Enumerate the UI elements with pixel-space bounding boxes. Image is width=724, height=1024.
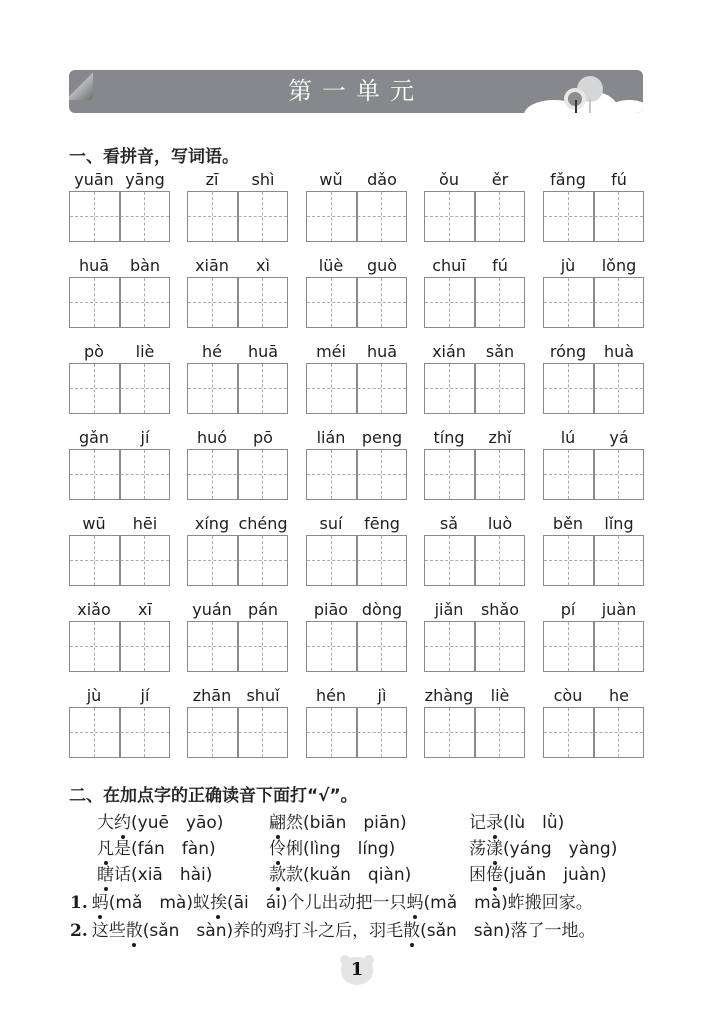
writing-box[interactable]: [187, 621, 288, 672]
character: 俐: [286, 839, 303, 859]
pinyin-syllable: zhān: [192, 686, 232, 705]
pinyin-syllable: jù: [560, 256, 576, 275]
guide-line: [568, 622, 569, 671]
writing-box[interactable]: [306, 277, 407, 328]
pinyin-syllable: pán: [247, 600, 279, 619]
page-number: 1: [350, 959, 364, 980]
guide-line: [70, 646, 169, 647]
writing-box[interactable]: [543, 535, 644, 586]
guide-line: [70, 560, 169, 561]
sentence-text[interactable]: (mǎ mà)蚁: [108, 893, 210, 913]
choice-item: [269, 834, 395, 859]
pinyin-syllable: sǎ: [439, 514, 459, 533]
guide-line: [70, 474, 169, 475]
guide-line: [449, 450, 450, 499]
pinyin-syllable: pí: [560, 600, 576, 619]
guide-line: [449, 364, 450, 413]
writing-box[interactable]: [424, 363, 525, 414]
guide-line: [144, 364, 145, 413]
guide-line: [307, 388, 406, 389]
guide-line: [618, 708, 619, 757]
guide-line: [381, 278, 382, 327]
guide-line: [307, 560, 406, 561]
guide-line: [449, 278, 450, 327]
pinyin-syllable: peng: [361, 428, 403, 447]
pinyin-options[interactable]: (lìng líng): [303, 839, 396, 859]
guide-line: [381, 192, 382, 241]
pinyin-syllable: tíng: [433, 428, 465, 447]
guide-line: [544, 302, 643, 303]
guide-line: [544, 474, 643, 475]
guide-line: [188, 302, 287, 303]
dotted-character: 款: [269, 860, 286, 885]
writing-box[interactable]: [424, 191, 525, 242]
guide-line: [544, 388, 643, 389]
pinyin-syllable: lǒng: [601, 256, 637, 275]
pinyin-syllable: róng: [549, 342, 587, 361]
guide-line: [212, 278, 213, 327]
writing-box[interactable]: [543, 707, 644, 758]
pinyin-options[interactable]: (lù lǜ): [503, 813, 565, 833]
guide-line: [544, 646, 643, 647]
sentence-question: [70, 888, 593, 913]
writing-box[interactable]: [69, 535, 170, 586]
pinyin-syllable: guò: [366, 256, 398, 275]
dotted-character: 伶: [269, 834, 286, 859]
pinyin-syllable: wǔ: [319, 170, 343, 189]
writing-box[interactable]: [187, 449, 288, 500]
guide-line: [188, 732, 287, 733]
guide-line: [449, 708, 450, 757]
guide-line: [94, 622, 95, 671]
guide-line: [331, 278, 332, 327]
page-number-badge: [339, 955, 375, 985]
pinyin-options[interactable]: (biān piān): [303, 813, 407, 833]
choice-item: [269, 860, 411, 885]
guide-line: [568, 364, 569, 413]
pinyin-syllable: zī: [205, 170, 219, 189]
pinyin-syllable: jí: [140, 428, 150, 447]
guide-line: [307, 732, 406, 733]
pinyin-syllable: jù: [86, 686, 102, 705]
guide-line: [381, 708, 382, 757]
guide-line: [449, 192, 450, 241]
pinyin-syllable: jì: [377, 686, 387, 705]
character: 荡: [469, 839, 486, 859]
guide-line: [262, 450, 263, 499]
character: 然: [286, 813, 303, 833]
pinyin-syllable: luò: [487, 514, 513, 533]
guide-line: [307, 646, 406, 647]
guide-line: [144, 278, 145, 327]
pinyin-syllable: shuǐ: [246, 686, 280, 705]
pinyin-syllable: he: [609, 686, 629, 705]
guide-line: [618, 536, 619, 585]
character: 款: [286, 865, 303, 885]
dotted-character: 漾: [486, 834, 503, 859]
pinyin-syllable: shì: [251, 170, 275, 189]
pinyin-syllable: pò: [84, 342, 104, 361]
guide-line: [212, 622, 213, 671]
pinyin-options[interactable]: (yuē yāo): [131, 813, 224, 833]
writing-box[interactable]: [543, 277, 644, 328]
guide-line: [212, 450, 213, 499]
pinyin-syllable: ěr: [491, 170, 509, 189]
writing-box[interactable]: [543, 363, 644, 414]
pinyin-syllable: yá: [609, 428, 629, 447]
pinyin-options[interactable]: (yáng yàng): [503, 839, 618, 859]
pinyin-syllable: sǎn: [485, 342, 515, 361]
pinyin-syllable: chuī: [432, 256, 466, 275]
guide-line: [381, 450, 382, 499]
guide-line: [144, 622, 145, 671]
pinyin-syllable: pō: [253, 428, 273, 447]
dotted-character: 蚂: [407, 888, 424, 913]
guide-line: [212, 192, 213, 241]
guide-line: [544, 732, 643, 733]
guide-line: [262, 622, 263, 671]
question-number: 1.: [70, 893, 88, 913]
guide-line: [144, 192, 145, 241]
pinyin-syllable: yuán: [192, 600, 232, 619]
pinyin-syllable: hén: [315, 686, 347, 705]
character: 是: [114, 839, 131, 859]
dotted-character: 翩: [269, 808, 286, 833]
pinyin-syllable: méi: [316, 342, 346, 361]
writing-box[interactable]: [306, 191, 407, 242]
guide-line: [499, 536, 500, 585]
guide-line: [262, 708, 263, 757]
pinyin-options[interactable]: (xiā hài): [131, 865, 213, 885]
guide-line: [94, 192, 95, 241]
writing-box[interactable]: [543, 621, 644, 672]
dotted-character: 凡: [97, 834, 114, 859]
guide-line: [144, 536, 145, 585]
guide-line: [618, 278, 619, 327]
dotted-character: 录: [486, 808, 503, 833]
dotted-character: 约: [114, 808, 131, 833]
tree-trunk: [575, 100, 577, 113]
guide-line: [94, 364, 95, 413]
guide-line: [94, 278, 95, 327]
section2-heading: 二、在加点字的正确读音下面打“√”。: [69, 786, 358, 806]
guide-line: [188, 646, 287, 647]
guide-line: [70, 388, 169, 389]
guide-line: [188, 388, 287, 389]
pinyin-syllable: shǎo: [480, 600, 520, 619]
guide-line: [188, 560, 287, 561]
pinyin-syllable: fǎng: [550, 170, 586, 189]
guide-line: [331, 192, 332, 241]
writing-box[interactable]: [187, 277, 288, 328]
guide-line: [331, 364, 332, 413]
guide-line: [568, 192, 569, 241]
tree-trunk: [589, 98, 591, 113]
guide-line: [425, 560, 524, 561]
guide-line: [425, 302, 524, 303]
choice-item: [97, 808, 223, 833]
dotted-character: 倦: [486, 860, 503, 885]
pinyin-syllable: yuān: [74, 170, 114, 189]
guide-line: [144, 708, 145, 757]
guide-line: [94, 536, 95, 585]
guide-line: [331, 536, 332, 585]
guide-line: [70, 732, 169, 733]
guide-line: [449, 622, 450, 671]
guide-line: [212, 364, 213, 413]
pinyin-syllable: xián: [432, 342, 466, 361]
writing-box[interactable]: [543, 191, 644, 242]
guide-line: [544, 216, 643, 217]
guide-line: [212, 536, 213, 585]
pinyin-syllable: yāng: [125, 170, 165, 189]
pinyin-syllable: huā: [78, 256, 110, 275]
unit-title: 第一单元: [288, 77, 424, 105]
guide-line: [331, 708, 332, 757]
pinyin-syllable: huó: [196, 428, 228, 447]
pinyin-syllable: jiǎn: [434, 600, 464, 619]
pinyin-syllable: huà: [603, 342, 635, 361]
pinyin-syllable: bàn: [129, 256, 161, 275]
guide-line: [70, 216, 169, 217]
guide-line: [307, 216, 406, 217]
guide-line: [70, 302, 169, 303]
dotted-character: 散: [126, 916, 143, 941]
guide-line: [262, 278, 263, 327]
guide-line: [425, 474, 524, 475]
sentence-text[interactable]: (sǎn sàn)落了一地。: [420, 921, 596, 941]
sentence-text: 这些: [91, 921, 126, 941]
guide-line: [618, 622, 619, 671]
character: 困: [469, 865, 486, 885]
guide-line: [94, 450, 95, 499]
guide-line: [499, 708, 500, 757]
pinyin-syllable: huā: [247, 342, 279, 361]
guide-line: [381, 536, 382, 585]
pinyin-syllable: běn: [552, 514, 584, 533]
guide-line: [262, 364, 263, 413]
guide-line: [188, 474, 287, 475]
dotted-character: 散: [403, 916, 420, 941]
writing-box[interactable]: [69, 363, 170, 414]
guide-line: [499, 192, 500, 241]
guide-line: [381, 364, 382, 413]
choice-item: [269, 808, 407, 833]
guide-line: [544, 560, 643, 561]
choice-item: [469, 834, 617, 859]
writing-box[interactable]: [187, 535, 288, 586]
pinyin-syllable: liè: [490, 686, 510, 705]
pinyin-syllable: còu: [553, 686, 583, 705]
sentence-text[interactable]: (āi ái)个儿出动把一只: [226, 893, 407, 913]
pinyin-options[interactable]: (fán fàn): [131, 839, 216, 859]
pinyin-syllable: fú: [492, 256, 508, 275]
pinyin-syllable: juàn: [601, 600, 637, 619]
pinyin-syllable: xiǎo: [77, 600, 111, 619]
writing-box[interactable]: [187, 191, 288, 242]
pinyin-syllable: huā: [366, 342, 398, 361]
pinyin-syllable: suí: [319, 514, 343, 533]
dotted-character: 挨: [210, 888, 227, 913]
writing-box[interactable]: [69, 191, 170, 242]
guide-line: [618, 364, 619, 413]
guide-line: [425, 646, 524, 647]
writing-box[interactable]: [69, 277, 170, 328]
dotted-character: 蚂: [92, 888, 109, 913]
character: 记: [469, 813, 486, 833]
pinyin-syllable: lüè: [318, 256, 344, 275]
character: 大: [97, 813, 114, 833]
pinyin-syllable: zhǐ: [488, 428, 512, 447]
pinyin-syllable: fú: [611, 170, 627, 189]
guide-line: [499, 622, 500, 671]
guide-line: [568, 450, 569, 499]
guide-line: [188, 216, 287, 217]
sentence-text[interactable]: (sǎn sàn)养的鸡打斗之后，羽毛: [142, 921, 404, 941]
guide-line: [425, 388, 524, 389]
writing-box[interactable]: [543, 449, 644, 500]
writing-box[interactable]: [306, 363, 407, 414]
writing-box[interactable]: [187, 707, 288, 758]
pinyin-options[interactable]: (kuǎn qiàn): [303, 865, 412, 885]
section1-heading: 一、看拼音，写词语。: [69, 147, 239, 167]
guide-line: [425, 732, 524, 733]
character: 话: [114, 865, 131, 885]
pinyin-syllable: lú: [560, 428, 576, 447]
writing-box[interactable]: [69, 621, 170, 672]
guide-line: [568, 536, 569, 585]
pinyin-syllable: jí: [140, 686, 150, 705]
writing-box[interactable]: [424, 621, 525, 672]
pinyin-syllable: piāo: [313, 600, 349, 619]
writing-box[interactable]: [306, 621, 407, 672]
guide-line: [568, 708, 569, 757]
pinyin-syllable: gǎn: [78, 428, 110, 447]
choice-item: [97, 834, 216, 859]
pinyin-syllable: zhàng: [424, 686, 474, 705]
writing-box[interactable]: [424, 707, 525, 758]
writing-box[interactable]: [306, 707, 407, 758]
pinyin-syllable: xì: [256, 256, 270, 275]
pinyin-syllable: fēng: [364, 514, 400, 533]
writing-box[interactable]: [69, 449, 170, 500]
guide-line: [425, 216, 524, 217]
guide-line: [262, 192, 263, 241]
pinyin-syllable: xī: [138, 600, 152, 619]
sentence-text[interactable]: (mǎ mà)蚱搬回家。: [423, 893, 593, 913]
pinyin-syllable: lián: [316, 428, 346, 447]
dotted-character: 瞎: [97, 860, 114, 885]
pinyin-syllable: xiān: [195, 256, 229, 275]
guide-line: [499, 278, 500, 327]
writing-box[interactable]: [424, 277, 525, 328]
pinyin-syllable: ǒu: [439, 170, 459, 189]
choice-item: [469, 860, 607, 885]
choice-item: [469, 808, 564, 833]
guide-line: [568, 278, 569, 327]
guide-line: [307, 474, 406, 475]
pinyin-syllable: lǐng: [604, 514, 634, 533]
guide-line: [94, 708, 95, 757]
question-number: 2.: [70, 921, 88, 941]
guide-line: [212, 708, 213, 757]
pinyin-syllable: wū: [82, 514, 106, 533]
guide-line: [331, 450, 332, 499]
writing-box[interactable]: [187, 363, 288, 414]
writing-box[interactable]: [306, 535, 407, 586]
pinyin-syllable: hé: [202, 342, 222, 361]
guide-line: [499, 450, 500, 499]
sentence-question: [70, 916, 596, 941]
pinyin-syllable: xíng: [194, 514, 230, 533]
guide-line: [262, 536, 263, 585]
guide-line: [144, 450, 145, 499]
pinyin-options[interactable]: (juǎn juàn): [503, 865, 607, 885]
guide-line: [499, 364, 500, 413]
guide-line: [307, 302, 406, 303]
guide-line: [381, 622, 382, 671]
pinyin-syllable: liè: [135, 342, 155, 361]
unit-banner: [69, 70, 643, 113]
writing-box[interactable]: [424, 535, 525, 586]
guide-line: [618, 192, 619, 241]
pinyin-syllable: dǎo: [367, 170, 397, 189]
writing-box[interactable]: [424, 449, 525, 500]
writing-box[interactable]: [306, 449, 407, 500]
guide-line: [618, 450, 619, 499]
pinyin-syllable: chéng: [238, 514, 288, 533]
pinyin-syllable: dòng: [361, 600, 403, 619]
guide-line: [449, 536, 450, 585]
pinyin-syllable: hēi: [132, 514, 158, 533]
choice-item: [97, 860, 212, 885]
writing-box[interactable]: [69, 707, 170, 758]
guide-line: [331, 622, 332, 671]
